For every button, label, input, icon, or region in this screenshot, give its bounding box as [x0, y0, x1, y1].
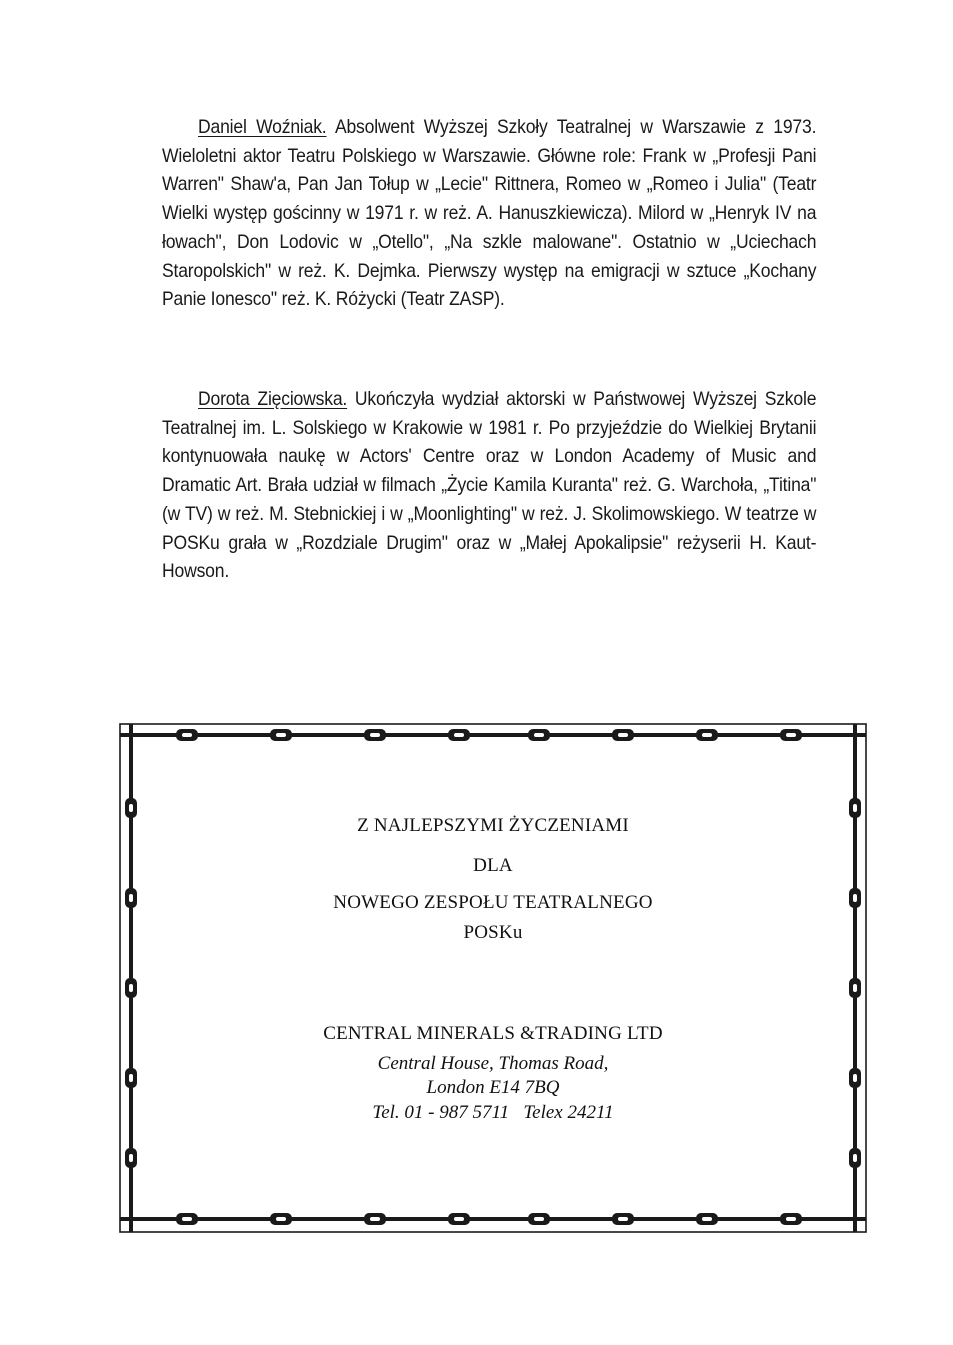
bio-text: Ukończyła wydział aktorski w Państwowej Wyższej Szkole Teatralnej im. L. Solskiego w Krakowie w 1981 r. Po przyjeździe do Wielkiej Brytanii kontynuowała naukę w Actors' Centre oraz w London Academy of Music and Dramatic Art. Brała udział w filmach „Życie Kamila Kuranta" reż. G. Warchoła, „Titina" (w TV) w reż. M. Stebnickiej i w „Moonlighting" w reż. J. Skolimowskiego. W teatrze w POSKu grała w „Rozdziale Drugim" oraz w „Małej Apokalipsie" reżyserii H. Kaut-Howson.	[162, 388, 817, 583]
greeting-line-2: DLA	[473, 855, 513, 876]
address-line-1: Central House, Thomas Road,	[377, 1053, 609, 1074]
bio-dorota-zieciowska	[162, 385, 816, 586]
greeting-line-4: POSKu	[463, 922, 523, 943]
contact-line: Tel. 01 - 987 5711 Telex 24211	[372, 1102, 614, 1123]
company-name: CENTRAL MINERALS &TRADING LTD	[323, 1023, 663, 1044]
greeting-line-1: Z NAJLEPSZYMI ŻYCZENIAMI	[357, 815, 629, 836]
address-line-2: London E14 7BQ	[426, 1077, 560, 1098]
advert-text	[118, 722, 868, 1234]
bio-daniel-wozniak	[162, 113, 816, 314]
bio-name: Daniel Woźniak.	[198, 116, 327, 138]
bio-name: Dorota Zięciowska.	[198, 388, 348, 410]
greeting-line-3: NOWEGO ZESPOŁU TEATRALNEGO	[333, 892, 653, 913]
bio-text: Absolwent Wyższej Szkoły Teatralnej w Warszawie z 1973. Wieloletni aktor Teatru Polskiego w Warszawie. Główne role: Frank w „Profesji Pani Warren" Shaw'a, Pan Jan Tołup w „Lecie" Rittnera, Romeo w „Romeo i Julia" (Teatr Wielki występ gościnny w 1971 r. w reż. A. Hanuszkiewicza). Milord w „Henryk IV na łowach", Don Lodovic w „Otello", „Na szkle malowane". Ostatnio w „Uciechach Staropolskich" w reż. K. Dejmka. Pierwszy występ na emigracji w sztuce „Kochany Panie Ionesco" reż. K. Różycki (Teatr ZASP).	[162, 116, 817, 311]
